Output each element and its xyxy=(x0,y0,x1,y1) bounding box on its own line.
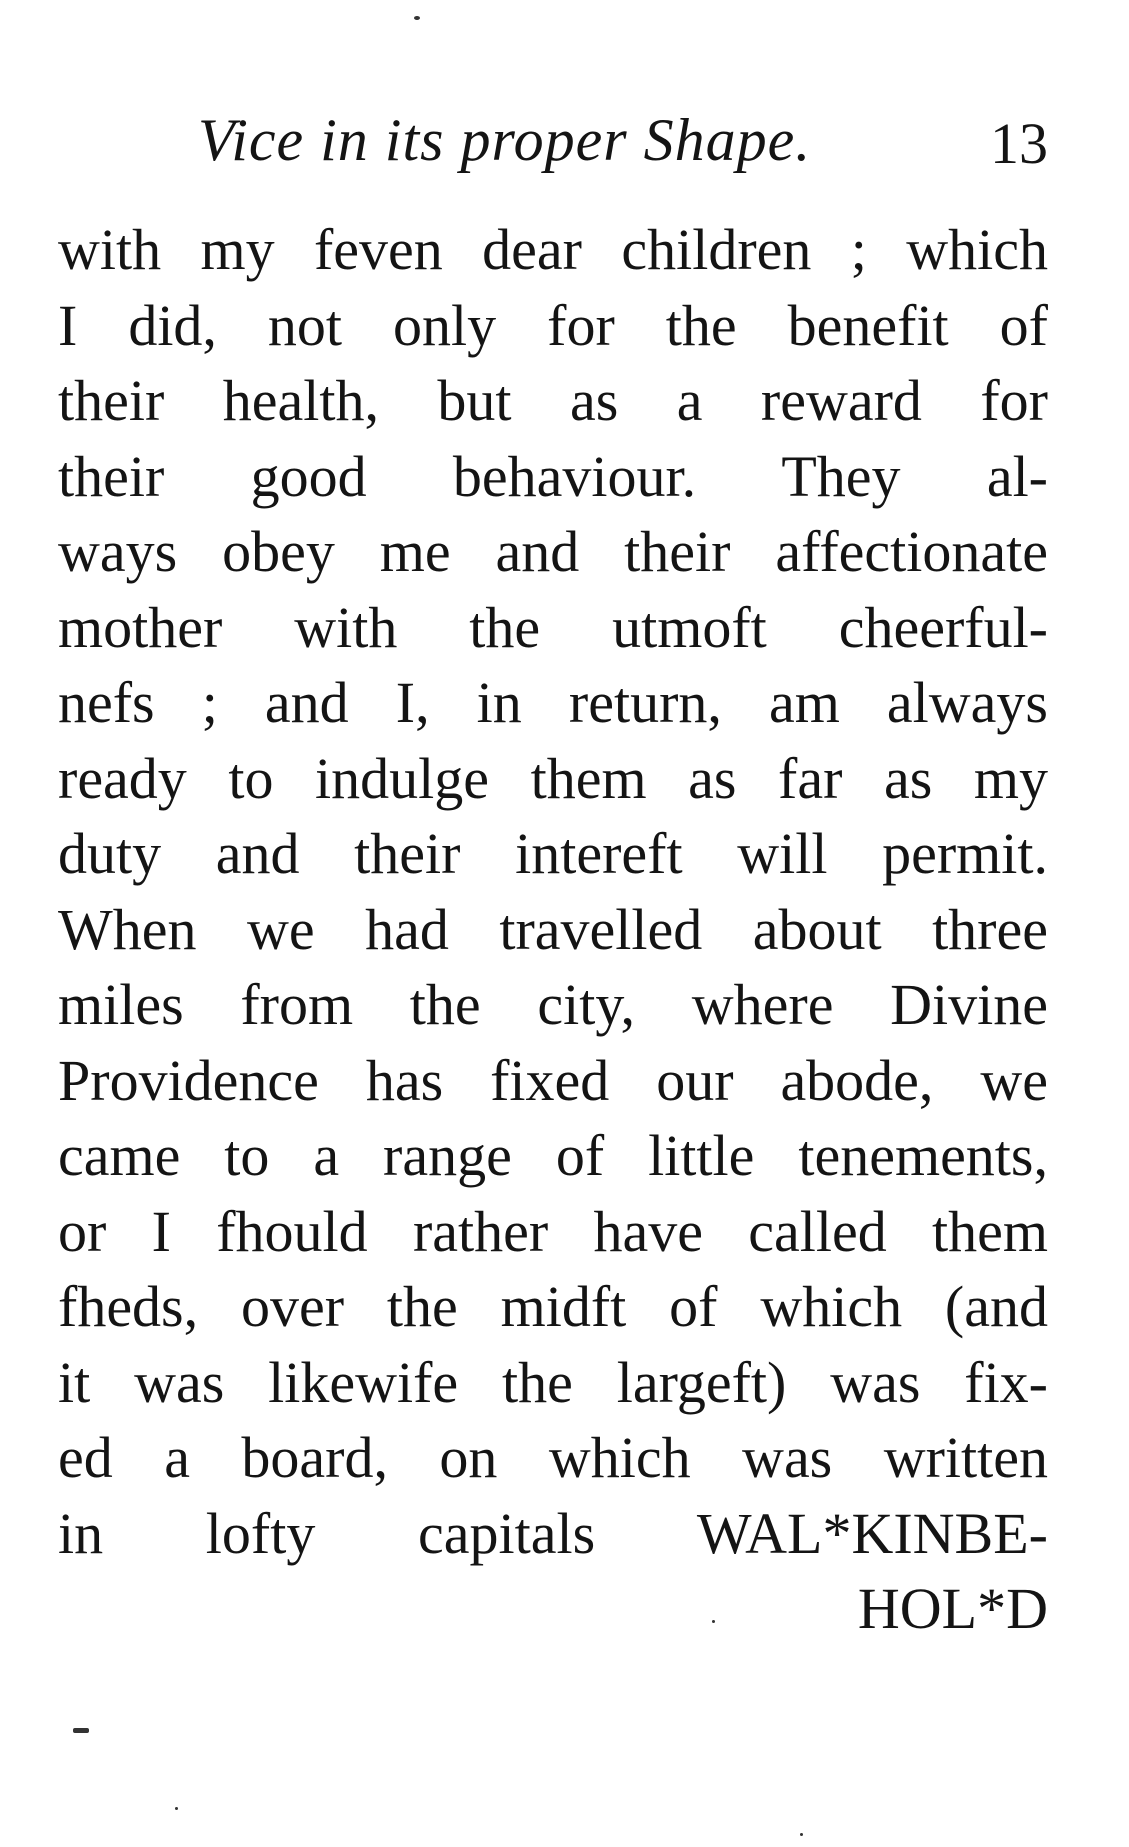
text-line: it was likewife the largeft) was fix- xyxy=(58,1349,1048,1415)
text-line: came to a range of little tenements, xyxy=(58,1123,1048,1188)
scan-speck xyxy=(712,1620,715,1623)
body-text xyxy=(58,212,1048,1647)
text-line: their good behaviour. They al- xyxy=(58,443,1048,509)
text-line: their health, but as a reward for xyxy=(58,368,1048,433)
page-number: 13 xyxy=(990,111,1048,176)
text-line: mother with the utmoft cheerful- xyxy=(58,594,1048,660)
text-line: with my feven dear children ; which xyxy=(58,217,1048,282)
text-line: I did, not only for the benefit of xyxy=(58,292,1048,358)
text-line: in lofty capitals WAL*KINBE- xyxy=(58,1500,1048,1566)
text-line: fheds, over the midft of which (and xyxy=(58,1274,1048,1339)
scan-speck xyxy=(800,1833,803,1836)
text-line: ready to indulge them as far as my xyxy=(58,745,1048,811)
text-line: ed a board, on which was written xyxy=(58,1425,1048,1490)
scan-speck xyxy=(414,16,420,20)
scan-speck xyxy=(73,1728,89,1733)
catchword: HOL*D xyxy=(857,1576,1048,1641)
text-line: When we had travelled about three xyxy=(58,896,1048,962)
text-line: miles from the city, where Divine xyxy=(58,972,1048,1037)
text-line: or I fhould rather have called them xyxy=(58,1198,1048,1264)
running-title: Vice in its proper Shape. xyxy=(198,107,812,173)
scan-speck xyxy=(175,1807,178,1810)
text-line: nefs ; and I, in return, am always xyxy=(58,670,1048,735)
text-line: Providence has fixed our abode, we xyxy=(58,1047,1048,1113)
text-line: duty and their intereft will permit. xyxy=(58,821,1048,886)
text-line: ways obey me and their affectionate xyxy=(58,519,1048,584)
running-head xyxy=(58,106,1048,196)
